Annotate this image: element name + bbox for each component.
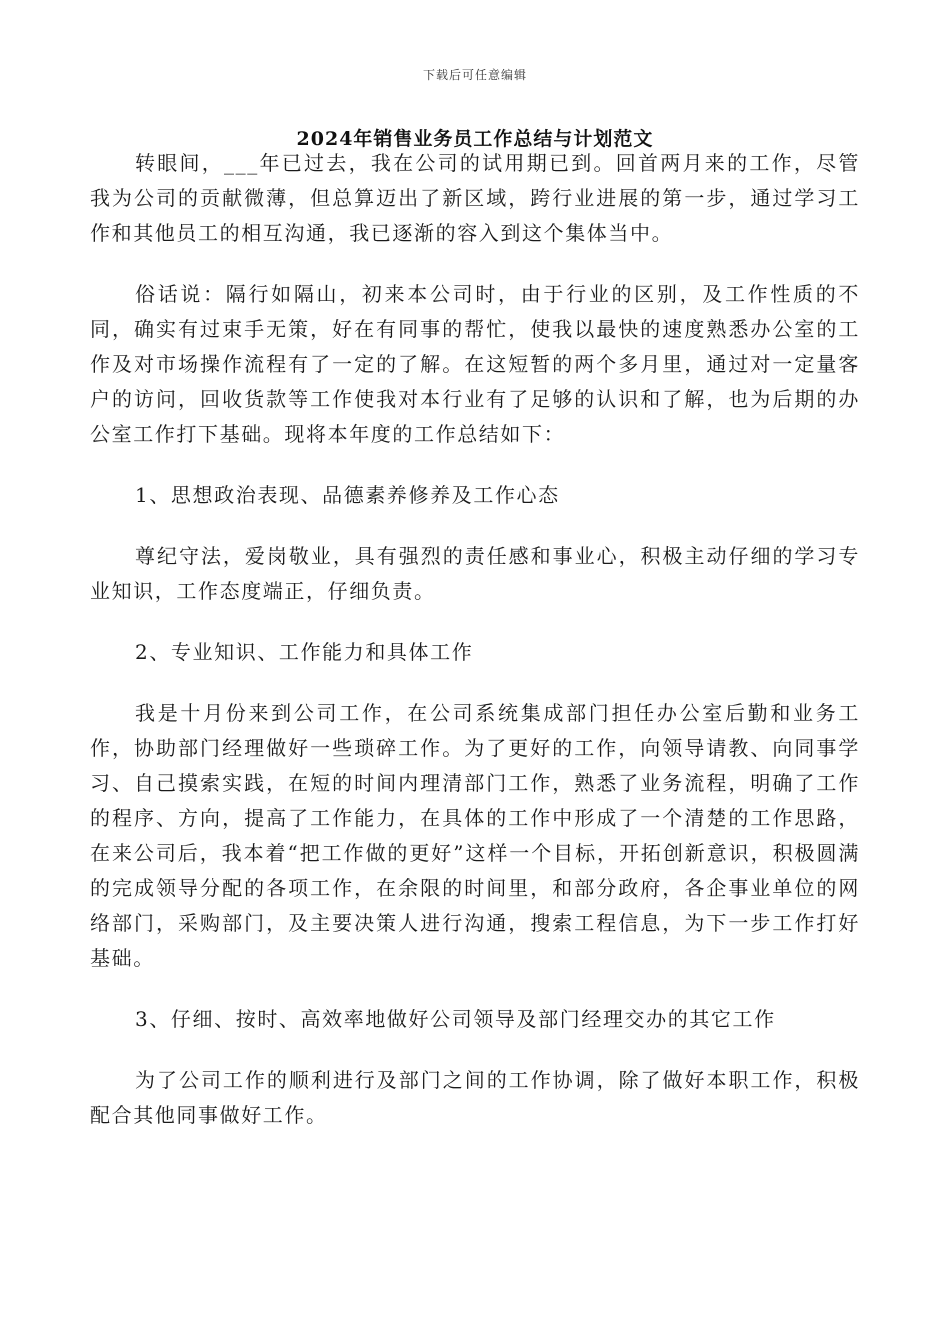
header-note: 下载后可任意编辑 bbox=[422, 68, 527, 82]
document-body bbox=[90, 146, 860, 1159]
paragraph-section-2: 我是十月份来到公司工作，在公司系统集成部门担任办公室后勤和业务工作，协助部门经理做好一些琐碎工作。为了更好的工作，向领导请教、向同事学习、自己摸索实践，在短的时间内理清部门工作，熟悉了业务流程，明确了工作的程序、方向，提高了工作能力，在具体的工作中形成了一个清楚的工作思路，在来公司后，我本着“把工作做的更好”这样一个目标，开拓创新意识，积极圆满的完成领导分配的各项工作，在余限的时间里，和部分政府，各企事业单位的网络部门，采购部门，及主要决策人进行沟通，搜索工程信息，为下一步工作打好基础。 bbox=[90, 701, 860, 970]
paragraph-intro: 转眼间，___年已过去，我在公司的试用期已到。回首两月来的工作，尽管我为公司的贡献微薄，但总算迈出了新区域，跨行业进展的第一步，通过学习工作和其他员工的相互沟通，我已逐渐的容入到这个集体当中。 bbox=[90, 151, 860, 245]
section-heading-1: 1、思想政治表现、品德素养修养及工作心态 bbox=[135, 483, 560, 507]
paragraph-section-3: 为了公司工作的顺利进行及部门之间的工作协调，除了做好本职工作，积极配合其他同事做好工作。 bbox=[90, 1068, 860, 1127]
paragraph-section-1: 尊纪守法，爱岗敬业，具有强烈的责任感和事业心，积极主动仔细的学习专业知识，工作态度端正，仔细负责。 bbox=[90, 544, 860, 603]
section-heading-3: 3、仔细、按时、高效率地做好公司领导及部门经理交办的其它工作 bbox=[135, 1007, 776, 1031]
document-title: 2024年销售业务员工作总结与计划范文 bbox=[296, 128, 654, 150]
paragraph-background: 俗话说：隔行如隔山，初来本公司时，由于行业的区别，及工作性质的不同，确实有过束手无策，好在有同事的帮忙，使我以最快的速度熟悉办公室的工作及对市场操作流程有了一定的了解。在这短暂的两个多月里，通过对一定量客户的访问，回收货款等工作使我对本行业有了足够的认识和了解，也为后期的办公室工作打下基础。现将本年度的工作总结如下： bbox=[90, 282, 860, 446]
section-heading-2: 2、专业知识、工作能力和具体工作 bbox=[135, 640, 474, 664]
